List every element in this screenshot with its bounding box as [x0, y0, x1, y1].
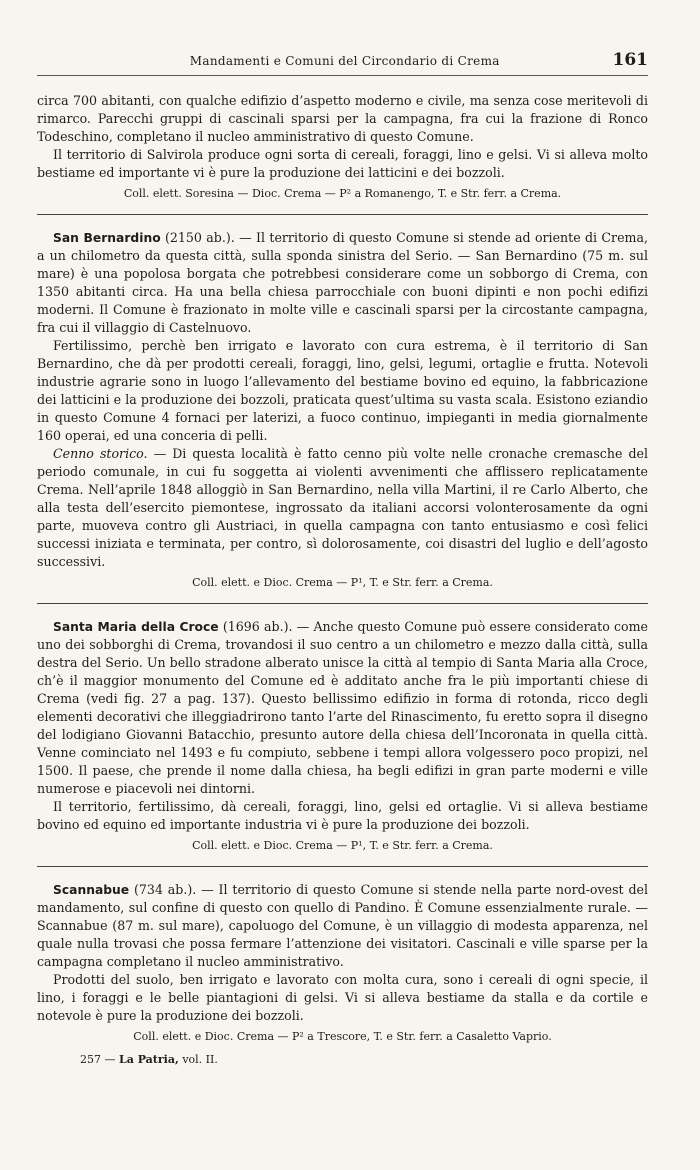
- running-head: [37, 50, 648, 76]
- volume-label: vol. II.: [182, 1053, 218, 1066]
- santa-maria-paragraph-2: Il territorio, fertilissimo, dà cereali, foraggi, lino, gelsi ed ortaglie. Vi si alleva bestiame bovino ed equino ed importante industria vi è pure la produzione dei bozzoli.: [37, 799, 648, 832]
- salvirola-paragraph-2: Il territorio di Salvirola produce ogni sorta di cereali, foraggi, lino e gelsi. Vi si alleva molto bestiame ed importante vi è pure la produzione dei latticini e dei bozzoli.: [37, 147, 648, 180]
- salvirola-paragraph-1: circa 700 abitanti, con qualche edifizio d’aspetto moderno e civile, ma senza cose meritevoli di rimarco. Parecchi gruppi di cascinali sparsi per la campagna, fra cui la frazione di Ronco Todeschino, completano il nucleo amministrativo di questo Comune.: [37, 93, 648, 144]
- san-bernardino-paragraph-1: [37, 229, 648, 337]
- scannabue-heading: Scannabue: [53, 883, 130, 897]
- san-bernardino-text-1: (2150 ab.). — Il territorio di questo Comune si stende ad oriente di Crema, a un chilometro da questa città, sulla sponda sinistra del Serio. — San Bernardino (75 m. sul mare) è una popolosa borgata che potrebbesi considerare come un sobborgo di Crema, con 1350 abitanti circa. Ha una bella chiesa parrocchiale con buoni dipinti e non pochi edifizi moderni. Il Comune è frazionato in molte ville e cascinali sparsi per la circostante campagna, fra cui il villaggio di Castelnuovo.: [37, 230, 648, 335]
- santa-maria-paragraph-1: [37, 618, 648, 798]
- section-divider: [37, 214, 648, 215]
- publication-title: La Patria,: [119, 1053, 179, 1066]
- section-divider: [37, 603, 648, 604]
- santa-maria-heading: Santa Maria della Croce: [53, 620, 219, 634]
- cenno-storico-label: Cenno storico.: [53, 446, 148, 461]
- san-bernardino-paragraph-3: [37, 445, 648, 571]
- scannabue-text-1: (734 ab.). — Il territorio di questo Comune si stende nella parte nord-ovest del mandamento, sul confine di questo con quello di Pandino. È Comune essenzialmente rurale. — Scannabue (87 m. sul mare), capoluogo del Comune, è un villaggio di modesta apparenza, nel quale nulla trovasi che possa fermare l’attenzione dei visitatori. Cascinali e ville sparse per la campagna completano il nucleo amministrativo.: [37, 882, 648, 969]
- scannabue-paragraph-2: Prodotti del suolo, ben irrigato e lavorato con molta cura, sono i cereali di ogni specie, il lino, i foraggi e le belle piantagioni di gelsi. Vi si alleva bestiame da stalla e da cortile e notevole è pure la produzione dei bozzoli.: [37, 972, 648, 1023]
- san-bernardino-paragraph-2: Fertilissimo, perchè ben irrigato e lavorato con cura estrema, è il territorio di San Bernardino, che dà per prodotti cereali, foraggi, lino, gelsi, legumi, ortaglie e frutta. Notevoli industrie agrarie sono in luogo l’allevamento del bestiame bovino ed equino, la fabbricazione dei latticini e la produzione dei bozzoli, praticata quest’ultima su vasta scala. Esistono eziandio in questo Comune 4 fornaci per laterizi, a fuoco continuo, impieganti in media giornalmente 160 operai, ed una conceria di pelli.: [37, 338, 648, 443]
- running-title: Mandamenti e Comuni del Circondario di Crema: [189, 54, 500, 68]
- santa-maria-reference: Coll. elett. e Dioc. Crema — P¹, T. e Str. ferr. a Crema.: [192, 839, 493, 852]
- section-divider: [37, 866, 648, 867]
- scannabue-reference: Coll. elett. e Dioc. Crema — P² a Trescore, T. e Str. ferr. a Casaletto Vaprio.: [133, 1030, 552, 1043]
- san-bernardino-text-3: — Di questa località è fatto cenno più volte nelle cronache cremasche del periodo comunale, in cui fu soggetta ai violenti avvenimenti che afflissero replicatamente Crema. Nell’aprile 1848 alloggiò in San Bernardino, nella villa Martini, il re Carlo Alberto, che alla testa dell’esercito piemontese, ingrossato da italiani accorsi volonterosamente da ogni parte, muoveva contro gli Austriaci, in quella campagna con tanto entusiasmo e così felici successi iniziata e terminata, per contro, sì dolorosamente, coi disastri del luglio e dell’agosto successivi.: [37, 446, 648, 569]
- page-body: [37, 92, 648, 1045]
- page-number: 161: [612, 50, 648, 70]
- sheet-number: 257 —: [80, 1053, 116, 1066]
- salvirola-reference: Coll. elett. Soresina — Dioc. Crema — P² a Romanengo, T. e Str. ferr. a Crema.: [123, 187, 562, 200]
- san-bernardino-reference: Coll. elett. e Dioc. Crema — P¹, T. e Str. ferr. a Crema.: [192, 576, 493, 589]
- scannabue-paragraph-1: [37, 881, 648, 971]
- santa-maria-text-1: (1696 ab.). — Anche questo Comune può essere considerato come uno dei sobborghi di Crema, trovandosi il suo centro a un chilometro e mezzo dalla città, sulla destra del Serio. Un bello stradone alberato unisce la città al tempio di Santa Maria alla Croce, ch’è il maggior monumento del Comune ed è additato anche fra le più importanti chiese di Crema (vedi fig. 27 a pag. 137). Questo bellissimo edifizio in forma di rotonda, ricco degli elementi decorativi che illeggiadrirono tanto l’arte del Rinascimento, fu eretto sopra il disegno del lodigiano Giovanni Batacchio, presunto autore della chiesa dell’Incoronata in quella città. Venne cominciato nel 1493 e fu compiuto, sebbene i tempi allora volgessero poco propizi, nel 1500. Il paese, che prende il nome dalla chiesa, ha begli edifizi in gran parte moderni e ville numerose e piacevoli nei dintorni.: [37, 619, 648, 796]
- footer-signature: [80, 1053, 218, 1066]
- san-bernardino-heading: San Bernardino: [53, 231, 161, 245]
